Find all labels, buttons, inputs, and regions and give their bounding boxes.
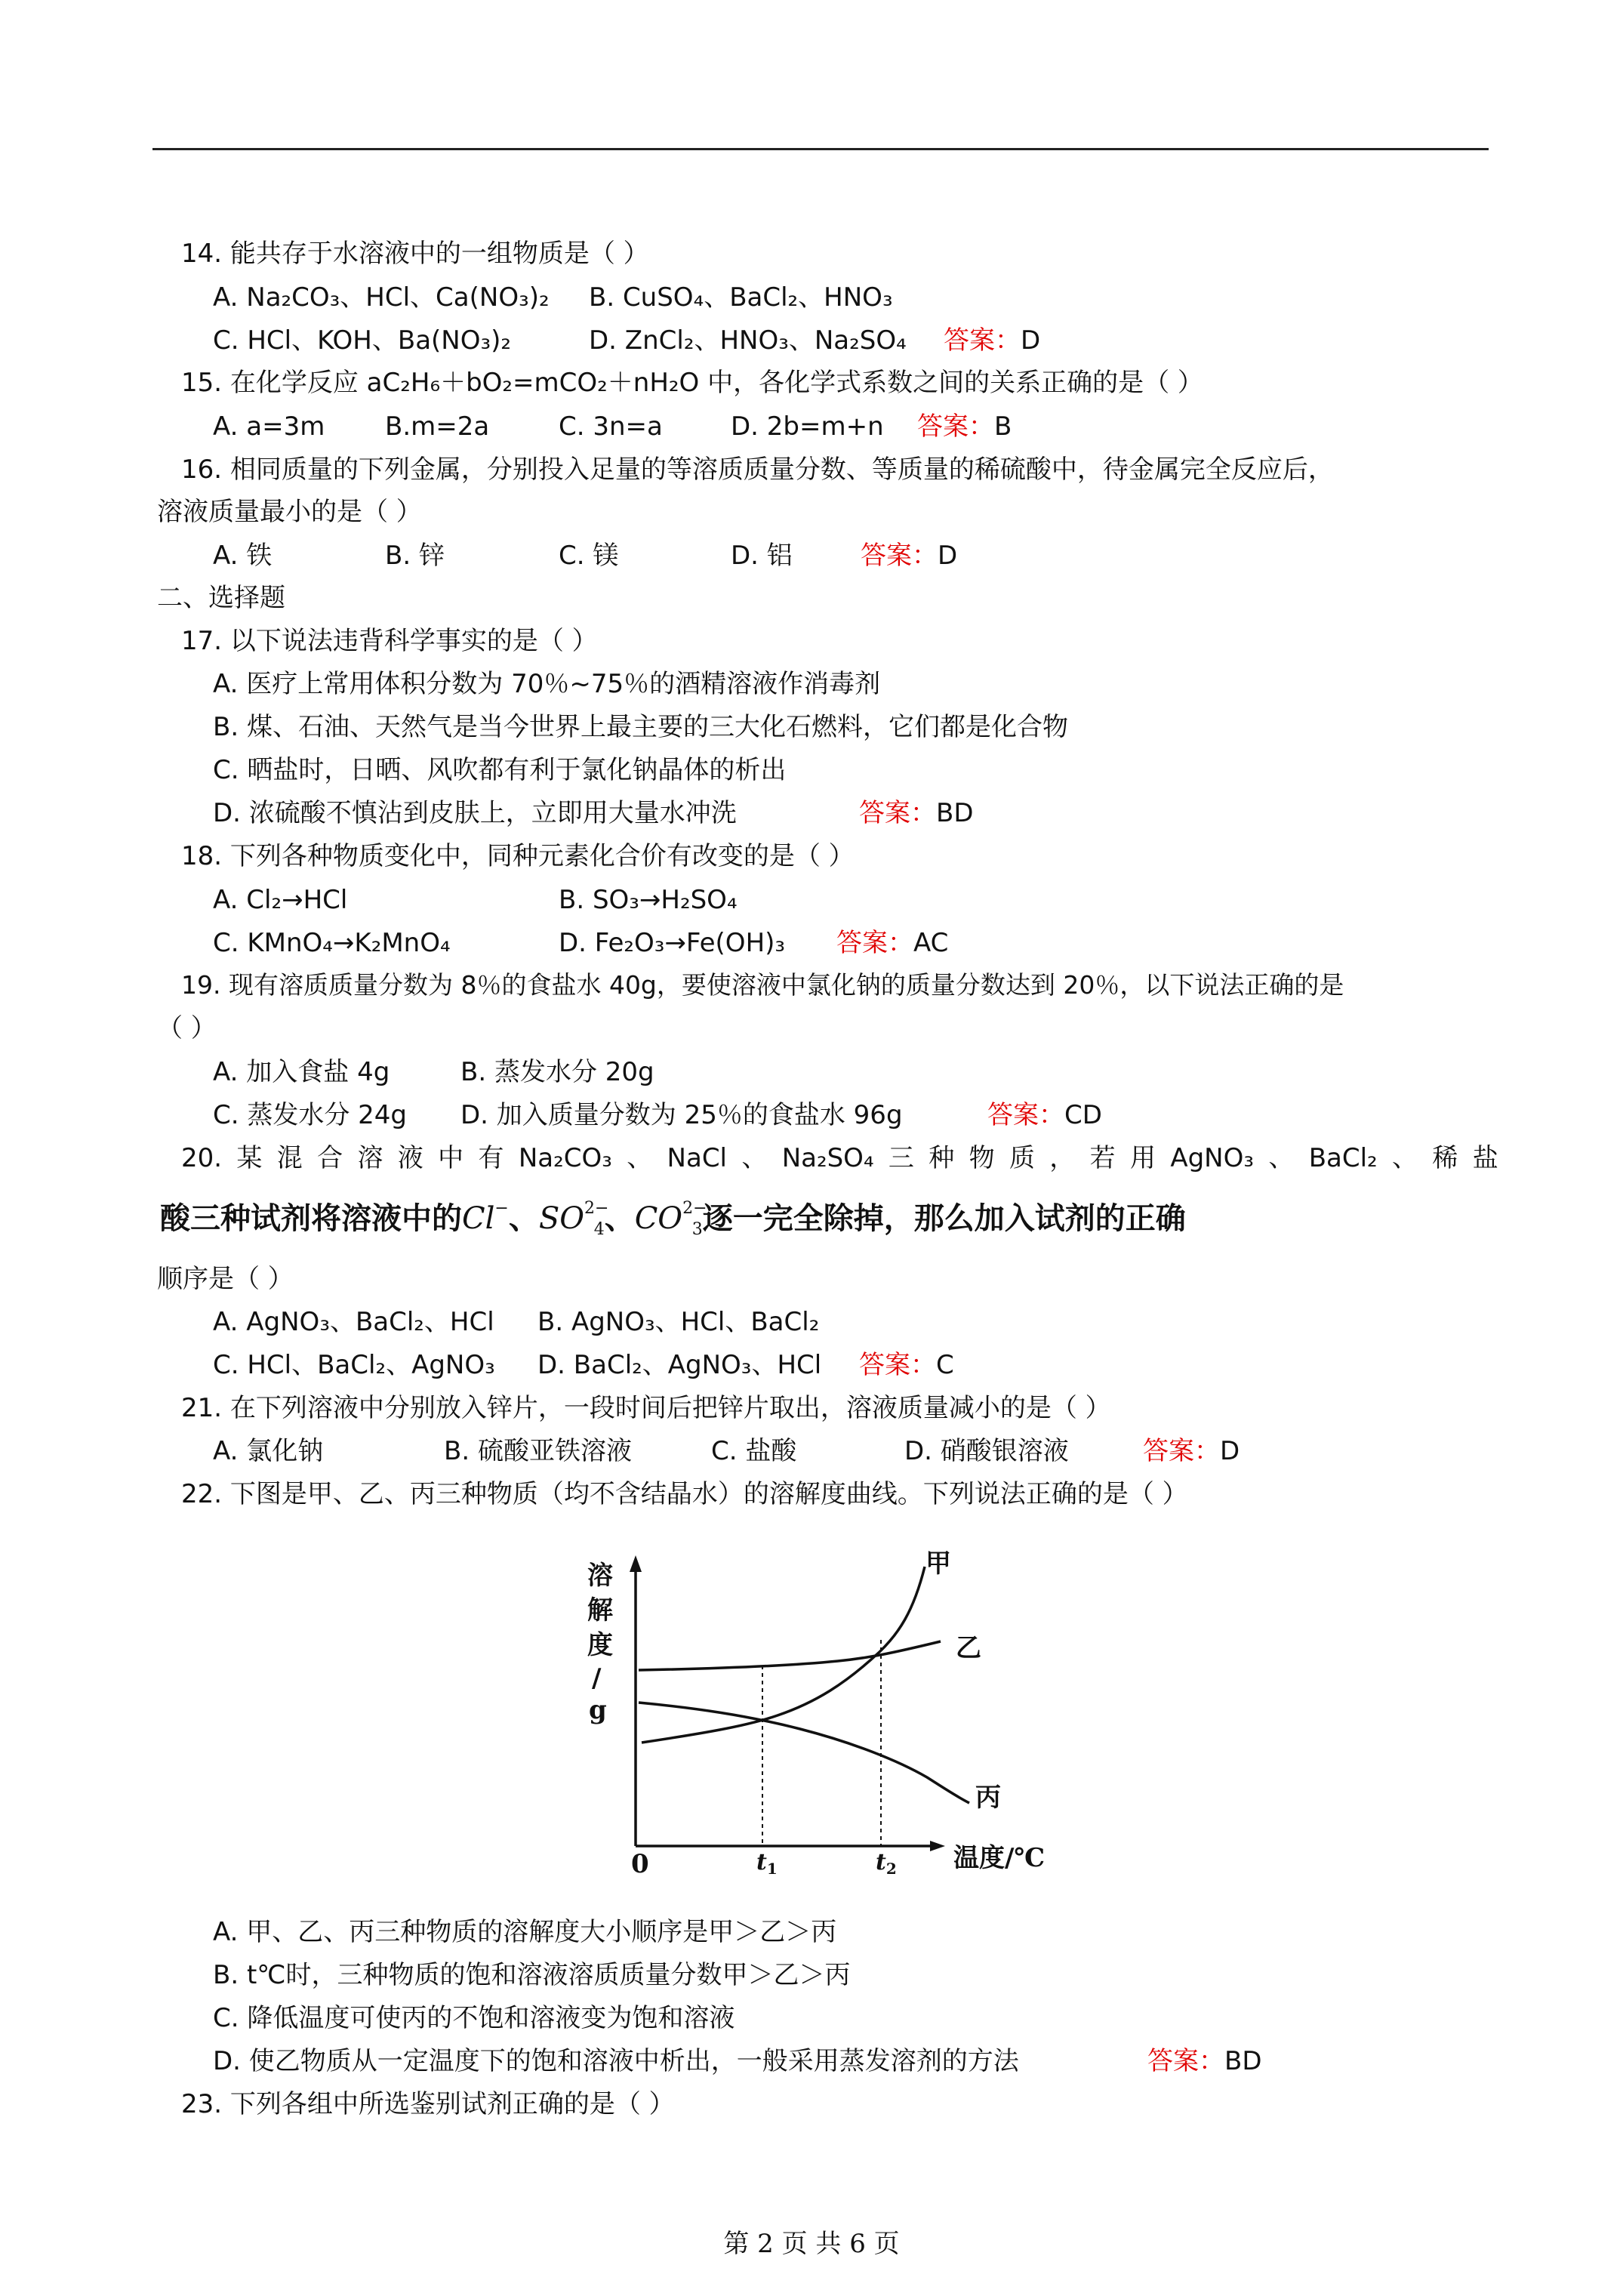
q14-option-a: A. Na₂CO₃、HCl、Ca(NO₃)₂ <box>213 282 550 313</box>
q20-word: 若 <box>1089 1143 1116 1173</box>
q20-stem-line2 <box>160 1197 1186 1240</box>
q20-word: 某 <box>236 1143 263 1173</box>
curve-jia-label: 甲 <box>925 1549 951 1579</box>
ion-carbonate-symbol: CO <box>634 1201 683 1236</box>
separator: 、 <box>604 1200 635 1236</box>
q20-word: BaCl₂ <box>1308 1143 1378 1173</box>
q15-option-d: D. 2b=m+n <box>731 411 884 442</box>
curve-yi <box>639 1641 941 1670</box>
ion-carbonate <box>634 1199 707 1239</box>
q14-option-d: D. ZnCl₂、HNO₃、Na₂SO₄ <box>589 325 907 356</box>
q19-option-c: C. 蒸发水分 24g <box>213 1100 408 1130</box>
t1-symbol: t <box>756 1849 767 1875</box>
q20-word: 用 <box>1129 1143 1156 1173</box>
q20-stem-line1 <box>181 1142 1498 1175</box>
y-label-char: 溶 <box>587 1561 613 1591</box>
q21-answer <box>1143 1435 1240 1468</box>
q20-stem-pre: 酸三种试剂将溶液中的 <box>160 1200 462 1236</box>
answer-value: D <box>1220 1436 1240 1466</box>
q20-word: Na₂SO₄ <box>781 1143 874 1173</box>
q20-stem-line3: 顺序是（ ） <box>157 1264 294 1294</box>
q17-option-c: C. 晒盐时，日晒、风吹都有利于氯化钠晶体的析出 <box>213 755 787 785</box>
q20-option-a: A. AgNO₃、BaCl₂、HCl <box>213 1307 494 1337</box>
q20-word: NaCl <box>667 1143 728 1173</box>
ion-carbonate-subscript: 3 <box>691 1219 703 1239</box>
q22-option-c: C. 降低温度可使丙的不饱和溶液变为饱和溶液 <box>213 2003 735 2033</box>
t2-subscript: 2 <box>885 1860 897 1878</box>
q16-stem-line2: 溶液质量最小的是（ ） <box>157 497 422 527</box>
answer-label: 答案： <box>859 798 936 828</box>
q20-option-b: B. AgNO₃、HCl、BaCl₂ <box>537 1307 820 1337</box>
ion-sulfate <box>538 1199 609 1239</box>
y-label-char: / <box>592 1663 602 1693</box>
q17-stem: 17. 以下说法违背科学事实的是（ ） <box>181 626 598 656</box>
answer-value: CD <box>1064 1100 1102 1130</box>
q16-option-d: D. 铝 <box>731 541 793 571</box>
section-heading: 二、选择题 <box>157 583 285 613</box>
q17-option-a: A. 医疗上常用体积分数为 70％~75％的酒精溶液作消毒剂 <box>213 669 881 699</box>
q18-stem: 18. 下列各种物质变化中，同种元素化合价有改变的是（ ） <box>181 841 855 871</box>
q20-option-c: C. HCl、BaCl₂、AgNO₃ <box>213 1350 495 1380</box>
q15-stem: 15. 在化学反应 aC₂H₆＋bO₂=mCO₂＋nH₂O 中，各化学式系数之间的关系正确的是（ ） <box>181 368 1203 398</box>
q14-stem: 14. 能共存于水溶液中的一组物质是（ ） <box>181 239 649 269</box>
q21-option-c: C. 盐酸 <box>711 1436 797 1466</box>
q20-word: 混 <box>276 1143 303 1173</box>
q20-word: 溶 <box>357 1143 383 1173</box>
answer-value: D <box>938 541 958 571</box>
q20-stem-post: 逐一完全除掉，那么加入试剂的正确 <box>702 1200 1186 1236</box>
q22-option-d: D. 使乙物质从一定温度下的饱和溶液中析出，一般采用蒸发溶剂的方法 <box>213 2046 1019 2076</box>
q20-word: 稀 <box>1432 1143 1458 1173</box>
answer-value: BD <box>1224 2046 1262 2076</box>
q20-word: ， <box>1049 1143 1076 1173</box>
q17-option-b: B. 煤、石油、天然气是当今世界上最主要的三大化石燃料，它们都是化合物 <box>213 712 1068 742</box>
q20-word: 盐 <box>1472 1143 1498 1173</box>
x-axis-label: 温度/℃ <box>953 1843 1046 1873</box>
header-rule <box>152 148 1489 150</box>
curve-yi-label: 乙 <box>956 1633 981 1663</box>
q20-word: 、 <box>1392 1143 1418 1173</box>
q14-answer <box>944 324 1040 357</box>
answer-label: 答案： <box>861 541 938 571</box>
q20-word: AgNO₃ <box>1170 1143 1254 1173</box>
q16-stem-line1: 16. 相同质量的下列金属，分别投入足量的等溶质质量分数、等质量的稀硫酸中，待金属完全反应后， <box>181 455 1334 485</box>
q17-option-d: D. 浓硫酸不慎沾到皮肤上，立即用大量水冲洗 <box>213 798 737 828</box>
q20-word: 物 <box>969 1143 995 1173</box>
q21-option-b: B. 硫酸亚铁溶液 <box>444 1436 632 1466</box>
answer-label: 答案： <box>987 1100 1064 1130</box>
curve-bing <box>639 1703 969 1803</box>
answer-value: B <box>994 411 1012 442</box>
ion-sulfate-charge: 2− <box>584 1199 609 1219</box>
t2-label <box>876 1849 897 1878</box>
q16-option-b: B. 锌 <box>385 541 445 571</box>
q23-stem: 23. 下列各组中所选鉴别试剂正确的是（ ） <box>181 2089 675 2119</box>
answer-label: 答案： <box>944 325 1021 356</box>
answer-value: BD <box>936 798 974 828</box>
q14-option-b: B. CuSO₄、BaCl₂、HNO₃ <box>589 282 893 313</box>
q19-answer <box>987 1099 1102 1132</box>
answer-value: C <box>936 1350 954 1380</box>
ion-chloride-symbol: Cl <box>462 1201 495 1236</box>
q20-word: 有 <box>478 1143 504 1173</box>
q20-answer <box>859 1348 954 1382</box>
t1-label <box>756 1849 778 1878</box>
y-axis-arrow <box>630 1555 642 1572</box>
answer-value: AC <box>913 928 949 958</box>
q20-word: 合 <box>317 1143 343 1173</box>
ion-sulfate-subscript: 4 <box>593 1219 605 1239</box>
q22-option-a: A. 甲、乙、丙三种物质的溶解度大小顺序是甲＞乙＞丙 <box>213 1917 837 1947</box>
t2-symbol: t <box>876 1849 886 1875</box>
q20-word: 中 <box>438 1143 464 1173</box>
answer-label: 答案： <box>917 411 994 442</box>
y-label-char: 度 <box>587 1630 613 1660</box>
q18-option-b: B. SO₃→H₂SO₄ <box>559 885 738 915</box>
q22-option-b: B. t℃时，三种物质的饱和溶液溶质质量分数甲＞乙＞丙 <box>213 1960 851 1990</box>
ion-chloride-charge: − <box>494 1199 509 1219</box>
y-label-char: 解 <box>587 1595 613 1626</box>
q21-stem: 21. 在下列溶液中分别放入锌片，一段时间后把锌片取出，溶液质量减小的是（ ） <box>181 1393 1111 1423</box>
q19-stem-line2: （ ） <box>157 1013 217 1043</box>
q20-word: 、 <box>627 1143 653 1173</box>
curve-bing-label: 丙 <box>975 1783 1001 1813</box>
q19-option-b: B. 蒸发水分 20g <box>460 1057 654 1087</box>
ion-carbonate-charge: 2− <box>682 1199 707 1219</box>
answer-value: D <box>1021 325 1041 356</box>
answer-label: 答案： <box>1147 2046 1224 2076</box>
x-axis-arrow <box>930 1841 945 1851</box>
t1-subscript: 1 <box>766 1860 778 1878</box>
answer-label: 答案： <box>859 1350 936 1380</box>
q15-option-c: C. 3n=a <box>559 411 663 442</box>
q16-option-a: A. 铁 <box>213 541 273 571</box>
q20-word: 、 <box>741 1143 768 1173</box>
q20-word: 、 <box>1268 1143 1295 1173</box>
y-label-char: g <box>589 1695 607 1725</box>
solubility-curve-figure <box>581 1548 1064 1880</box>
q19-option-d: D. 加入质量分数为 25％的食盐水 96g <box>460 1100 903 1130</box>
q20-word: 三 <box>888 1143 914 1173</box>
q15-option-a: A. a=3m <box>213 411 325 442</box>
q18-option-c: C. KMnO₄→K₂MnO₄ <box>213 928 451 958</box>
ion-sulfate-symbol: SO <box>538 1201 585 1236</box>
q20-word: 质 <box>1009 1143 1035 1173</box>
origin-label: 0 <box>631 1849 649 1879</box>
q20-option-d: D. BaCl₂、AgNO₃、HCl <box>537 1350 822 1380</box>
q22-stem: 22. 下图是甲、乙、丙三种物质（均不含结晶水）的溶解度曲线。下列说法正确的是（ ） <box>181 1479 1188 1509</box>
q20-word: 20. <box>181 1143 223 1173</box>
q19-stem-line1: 19. 现有溶质质量分数为 8％的食盐水 40g，要使溶液中氯化钠的质量分数达到 20％，以下说法正确的是 <box>181 970 1344 1000</box>
q15-option-b: B.m=2a <box>385 411 490 442</box>
q22-answer <box>1147 2045 1262 2078</box>
q18-answer <box>836 926 948 960</box>
q20-word: 液 <box>397 1143 423 1173</box>
q20-word: 种 <box>929 1143 955 1173</box>
page-footer: 第 2 页 共 6 页 <box>723 2229 900 2259</box>
q18-option-d: D. Fe₂O₃→Fe(OH)₃ <box>559 928 786 958</box>
answer-label: 答案： <box>836 928 913 958</box>
q21-option-d: D. 硝酸银溶液 <box>904 1436 1069 1466</box>
q21-option-a: A. 氯化钠 <box>213 1436 324 1466</box>
q16-option-c: C. 镁 <box>559 541 619 571</box>
q18-option-a: A. Cl₂→HCl <box>213 885 348 915</box>
q15-answer <box>917 410 1012 443</box>
q20-word: Na₂CO₃ <box>518 1143 612 1173</box>
q19-option-a: A. 加入食盐 4g <box>213 1057 390 1087</box>
q16-answer <box>861 539 957 572</box>
q17-answer <box>859 797 974 830</box>
separator: 、 <box>508 1200 539 1236</box>
ion-chloride <box>462 1201 509 1236</box>
q14-option-c: C. HCl、KOH、Ba(NO₃)₂ <box>213 325 512 356</box>
answer-label: 答案： <box>1143 1436 1220 1466</box>
